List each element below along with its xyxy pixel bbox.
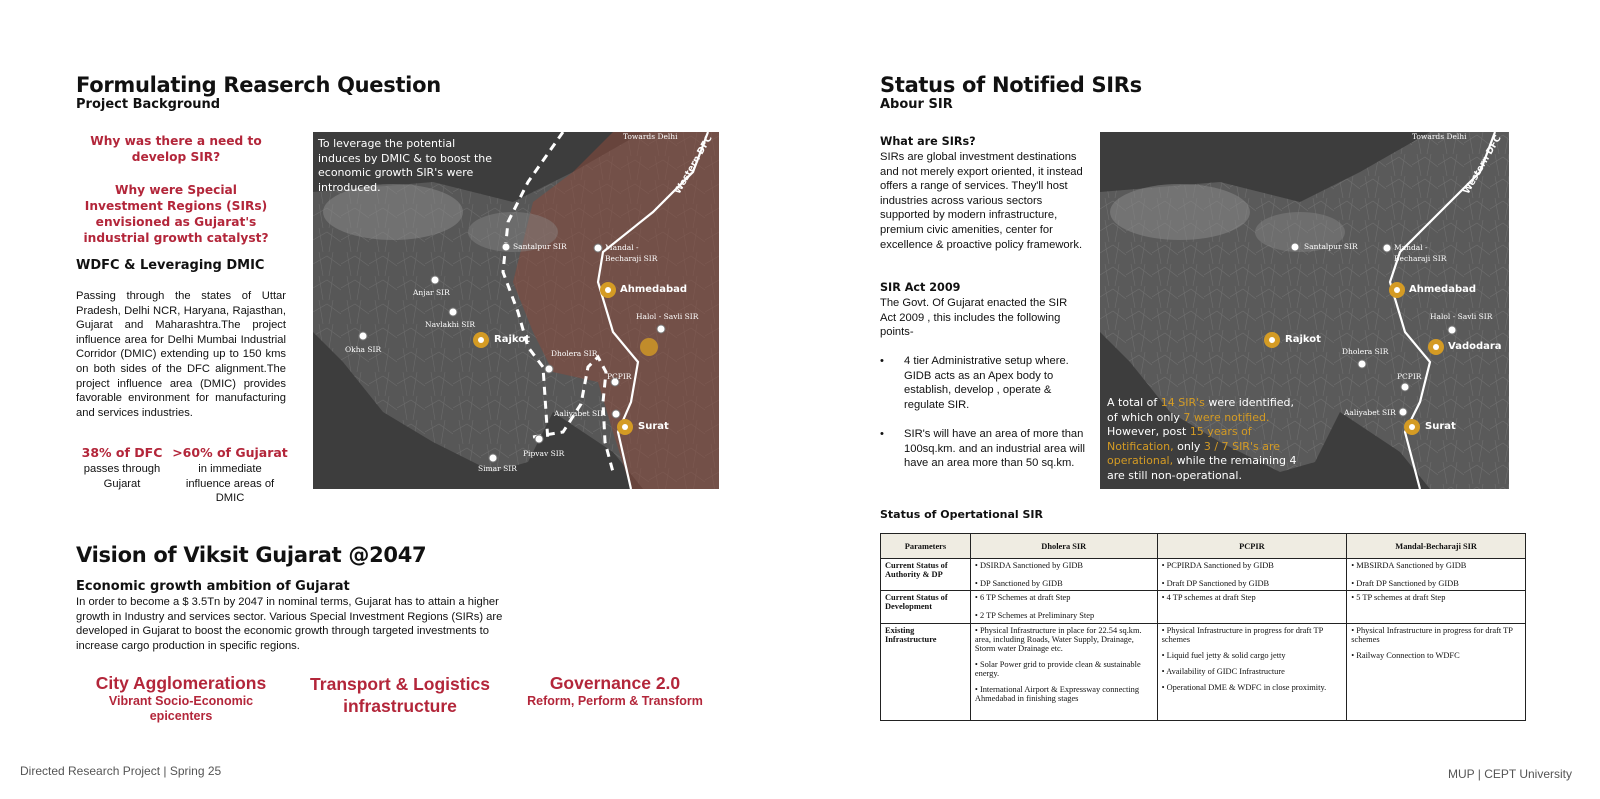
stat-dfc-label: passes through Gujarat [83,463,161,490]
label-santalpur-right: Santalpur SIR [1304,242,1358,251]
stat-gujarat [172,445,288,506]
wdfc-heading: WDFC & Leveraging DMIC [76,258,265,273]
label-rajkot: Rajkot [494,334,530,345]
label-mandal-right: Mandal - [1394,243,1428,252]
row-param: Current Status of Development [881,591,971,624]
page-subtitle-left: Project Background [76,97,221,112]
cell-item: • International Airport & Expressway connecting Ahmedabad in finishing stages [974,685,1140,703]
page-subtitle-right: Abour SIR [880,97,953,112]
label-aaliyabet-right: Aaliyabet SIR [1344,408,1396,417]
label-aaliyabet: Aaliyabet SIR [554,409,606,418]
stat-gujarat-label: in immediate influence areas of DMIC [185,463,275,505]
table-title: Status of Opertational SIR [880,508,1043,521]
stat-gujarat-value: >60% of Gujarat [172,445,288,460]
cell-item: • DSIRDA Sanctioned by GIDB [974,561,1084,570]
sir-status-table [880,533,1526,721]
label-dholera: Dholera SIR [551,349,598,358]
table-cell [1157,591,1347,624]
pillar-3-title: Governance 2.0 [549,673,681,693]
table-row [881,591,1526,624]
vision-title: Vision of Viksit Gujarat @2047 [76,543,427,567]
cell-item: • Physical Infrastructure in place for 22.54 sq.km. area, including Roads, Water Supply, Drainage, Storm water Drainage etc. [974,626,1142,653]
cell-item: • 5 TP schemes at draft Step [1351,593,1446,602]
what-paragraph: SIRs are global investment destinations and not merely export oriented, it instead offers a range of services. They'll host industries across various sectors supported by modern infrastructure, premium civic amenities, center for excellence & proactive policy framework. [880,151,1083,251]
pillar-1-title: City Agglomerations [95,673,267,693]
table-row [881,624,1526,721]
research-question-2: Why were Special Investment Regions (SIRs) envisioned as Gujarat's industrial growth catalyst? [83,183,269,245]
row-param: Current Status of Authority & DP [881,559,971,591]
label-western-dfc: Western DFC [673,134,715,196]
label-halol: Halol - Savli SIR [636,312,699,321]
note-part-2: 14 SIR's [1160,396,1205,409]
map-caption: To leverage the potential induces by DMIC & to boost the economic growth SIR's were introduced. [318,137,493,194]
label-ahmedabad-right: Ahmedabad [1409,284,1477,295]
label-pcpir: PCPIR [607,372,632,381]
header-mandal: Mandal-Becharaji SIR [1347,534,1526,559]
label-becharaji-right: Becharaji SIR [1394,254,1447,263]
research-question-1: Why was there a need to develop SIR? [90,134,262,164]
dmic-sir-map [313,132,719,489]
notified-sir-map [1100,132,1509,489]
note-part-1: A total of [1107,396,1161,409]
vision-paragraph: In order to become a $ 3.5Tn by 2047 in nominal terms, Gujarat has to attain a higher growth in Industry and services sector. Various Special Investment Regions (SIRs) are developed in Gujarat to boost the economic growth through targeted investments to increase cargo production in specific regions. [76,596,503,652]
note-part-3: were identified, of which only [1107,396,1295,424]
table-cell [970,591,1157,624]
label-ahmedabad: Ahmedabad [620,284,688,295]
label-rajkot-right: Rajkot [1285,334,1321,345]
cell-item: • 2 TP Schemes at Preliminary Step [974,611,1095,620]
note-part-4: 7 were notified. [1183,410,1270,424]
cell-item: • Railway Connection to WDFC [1351,651,1460,660]
stat-dfc [76,445,168,491]
label-navlakhi: Navlakhi SIR [425,320,476,329]
cell-item: • Draft DP Sanctioned by GIDB [1161,579,1270,588]
pillar-1-subtitle: Vibrant Socio-Economic epicenters [108,694,254,723]
table-cell [970,559,1157,591]
label-dholera-right: Dholera SIR [1342,347,1389,356]
cell-item: • Availability of GIDC Infrastructure [1161,667,1285,676]
pillar-2-title: Transport & Logistics infrastructure [310,674,490,716]
label-anjar: Anjar SIR [413,288,450,297]
act-heading: SIR Act 2009 [880,281,961,294]
cell-item: • 4 TP schemes at draft Step [1161,593,1256,602]
table-cell [1347,559,1526,591]
pillar-3-subtitle: Reform, Perform & Transform [527,694,703,708]
cell-item: • PCPIRDA Sanctioned by GIDB [1161,561,1274,570]
what-heading: What are SIRs? [880,135,976,148]
table-cell [1157,559,1347,591]
cell-item: • Physical Infrastructure in progress for draft TP schemes [1351,626,1513,644]
pillar-governance [515,673,715,709]
wdfc-paragraph: Passing through the states of Uttar Pradesh, Delhi NCR, Haryana, Rajasthan, Gujarat and Maharashtra.The project influence area for Delhi Mumbai Industrial Corridor (DMIC) extending up to 150 kms on both sides of the DFC alignment.The project influence area (DMIC) provides favorable environment for manufacturing and services industries. [76,290,286,419]
label-vadodara-right: Vadodara [1448,341,1502,352]
label-pcpir-right: PCPIR [1397,372,1422,381]
note-part-5: However, post [1107,425,1190,438]
table-cell [1347,591,1526,624]
label-okha: Okha SIR [345,345,382,354]
row-param: Existing Infrastructure [881,624,971,721]
cell-item: • Operational DME & WDFC in close proximity. [1161,683,1327,692]
stat-dfc-value: 38% of DFC [81,445,163,460]
label-surat: Surat [638,421,669,432]
label-mandal: Mandal - [605,243,639,252]
cell-item: • Draft DP Sanctioned by GIDB [1351,579,1459,588]
cell-item: • Physical Infrastructure in progress for draft TP schemes [1161,626,1323,644]
cell-item: • Solar Power grid to provide clean & sustainable energy. [974,660,1141,678]
vision-heading: Economic growth ambition of Gujarat [76,579,350,594]
label-simar: Simar SIR [478,464,517,473]
table-cell [1157,624,1347,721]
label-halol-right: Halol - Savli SIR [1430,312,1493,321]
cell-item: • Liquid fuel jetty & solid cargo jetty [1161,651,1286,660]
act-paragraph: The Govt. Of Gujarat enacted the SIR Act 2009 , this includes the following points- [880,297,1068,339]
header-dholera: Dholera SIR [970,534,1157,559]
bullet-2: SIR's will have an area of more than 100sq.km. and an industrial area will have an area more than 50 sq.km. [904,428,1085,470]
table-row [881,559,1526,591]
page-title-left: Formulating Reaserch Question [76,73,441,97]
cell-item: • DP Sanctioned by GIDB [974,579,1063,588]
bullet-1: 4 tier Administrative setup where. GIDB acts as an Apex body to establish, develop , operate & regulate SIR. [904,355,1069,411]
cell-item: • 6 TP Schemes at draft Step [974,593,1071,602]
bullet-dot-2: • [880,428,884,440]
table-cell [970,624,1157,721]
note-part-8: 3 / 7 SIR's are operational, [1107,439,1280,467]
label-santalpur: Santalpur SIR [513,242,567,251]
cell-item: • MBSIRDA Sanctioned by GIDB [1351,561,1467,570]
label-pipavav: Pipvav SIR [523,449,565,458]
label-becharaji: Becharaji SIR [605,254,658,263]
pillar-city-agglomerations [76,673,286,724]
bullet-dot-1: • [880,355,884,367]
label-towards-delhi: Towards Delhi [623,132,678,141]
footer-right: MUP | CEPT University [1447,767,1572,781]
page-title-right: Status of Notified SIRs [880,73,1142,97]
table-cell [1347,624,1526,721]
label-surat-right: Surat [1425,421,1456,432]
label-western-dfc-right: Western DFC [1462,134,1504,196]
note-part-9: while the remaining 4 are still non-operational. [1107,454,1297,482]
table-header-row [881,534,1526,559]
map-note [1107,396,1302,483]
header-pcpir: PCPIR [1157,534,1347,559]
label-towards-delhi-right: Towards Delhi [1412,132,1467,141]
note-part-6: 15 years of Notification, [1107,425,1252,453]
pillar-transport-logistics [300,673,500,717]
footer-left: Directed Research Project | Spring 25 [20,764,222,778]
header-parameters: Parameters [881,534,971,559]
note-part-7: only [1173,439,1204,453]
